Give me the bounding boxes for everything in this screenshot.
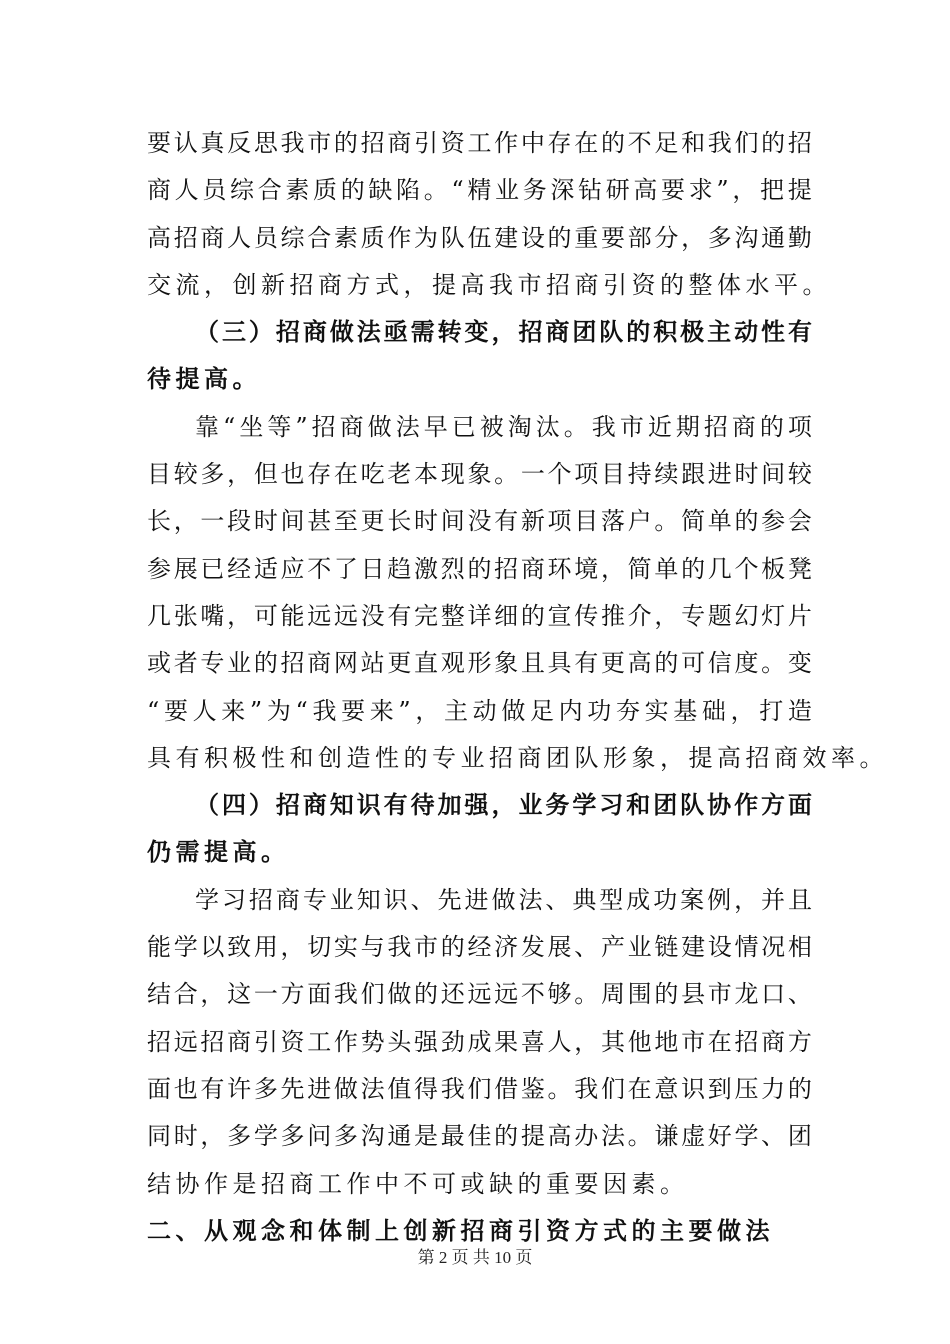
- paragraph-line: 高 招 商 人 员 综 合 素 质 作 为 队 伍 建 设 的 重 要 部 分 ， 多 沟 通 勤: [147, 223, 812, 252]
- paragraph-line: 同 时 ， 多 学 多 问 多 沟 通 是 最 佳 的 提 高 办 法 。 谦 虚 好 学 、 团: [147, 1122, 812, 1151]
- paragraph-line: 目 较 多 ， 但 也 存 在 吃 老 本 现 象 。 一 个 项 目 持 续 跟 进 时 间 较: [147, 460, 812, 489]
- paragraph-line: 参 展 已 经 适 应 不 了 日 趋 激 烈 的 招 商 环 境 ， 简 单 的 几 个 板 凳: [147, 554, 812, 583]
- paragraph-line: 面 也 有 许 多 先 进 做 法 值 得 我 们 借 鉴 。 我 们 在 意 识 到 压 力 的: [147, 1074, 812, 1103]
- paragraph-line: 交 流 ， 创 新 招 商 方 式 ， 提 高 我 市 招 商 引 资 的 整 体 水 平 。: [147, 270, 827, 299]
- page-footer: 第 2 页 共 10 页: [417, 1248, 533, 1267]
- section-heading-line: 二 、 从 观 念 和 体 制 上 创 新 招 商 引 资 方 式 的 主 要 做 法: [147, 1216, 770, 1245]
- paragraph-line: 结 协 作 是 招 商 工 作 中 不 可 或 缺 的 重 要 因 素 。: [147, 1169, 684, 1198]
- paragraph-line: 或 者 专 业 的 招 商 网 站 更 直 观 形 象 且 具 有 更 高 的 可 信 度 。 变: [147, 649, 812, 678]
- section-heading-line: 仍 需 提 高 。: [147, 838, 285, 867]
- paragraph-line: 能 学 以 致 用 ， 切 实 与 我 市 的 经 济 发 展 、 产 业 链 建 设 情 况 相: [147, 933, 812, 962]
- paragraph-line: 要 认 真 反 思 我 市 的 招 商 引 资 工 作 中 存 在 的 不 足 和 我 们 的 招: [147, 129, 812, 157]
- document-body: [147, 120, 884, 1255]
- paragraph-line: 商 人 员 综 合 素 质 的 缺 陷 。 “ 精 业 务 深 钻 研 高 要 求 ” ， 把 提: [147, 176, 812, 205]
- paragraph-line: 结 合 ， 这 一 方 面 我 们 做 的 还 远 远 不 够 。 周 围 的 县 市 龙 口 、: [147, 980, 812, 1009]
- paragraph-line: 具 有 积 极 性 和 创 造 性 的 专 业 招 商 团 队 形 象 ， 提 高 招 商 效 率 。: [147, 743, 884, 772]
- paragraph-line: “ 要 人 来 ” 为 “ 我 要 来 ” ， 主 动 做 足 内 功 夯 实 基 础 ， 打 造: [147, 696, 812, 725]
- paragraph-line: 几 张 嘴 ， 可 能 远 远 没 有 完 整 详 细 的 宣 传 推 介 ， 专 题 幻 灯 片: [147, 601, 812, 630]
- paragraph-line: 学 习 招 商 专 业 知 识 、 先 进 做 法 、 典 型 成 功 案 例 ， 并 且: [195, 885, 812, 914]
- section-heading-line: （ 三 ） 招 商 做 法 亟 需 转 变 ， 招 商 团 队 的 积 极 主 动 性 有: [195, 318, 812, 347]
- paragraph-line: 长 ， 一 段 时 间 甚 至 更 长 时 间 没 有 新 项 目 落 户 。 简 单 的 参 会: [147, 507, 812, 536]
- section-heading-line: （ 四 ） 招 商 知 识 有 待 加 强 ， 业 务 学 习 和 团 队 协 作 方 面: [195, 791, 812, 820]
- paragraph-line: 招 远 招 商 引 资 工 作 势 头 强 劲 成 果 喜 人 ， 其 他 地 市 在 招 商 方: [147, 1027, 812, 1056]
- paragraph-line: 靠 “ 坐 等 ” 招 商 做 法 早 已 被 淘 汰 。 我 市 近 期 招 商 的 项: [195, 412, 812, 441]
- section-heading-line: 待 提 高 。: [147, 365, 257, 394]
